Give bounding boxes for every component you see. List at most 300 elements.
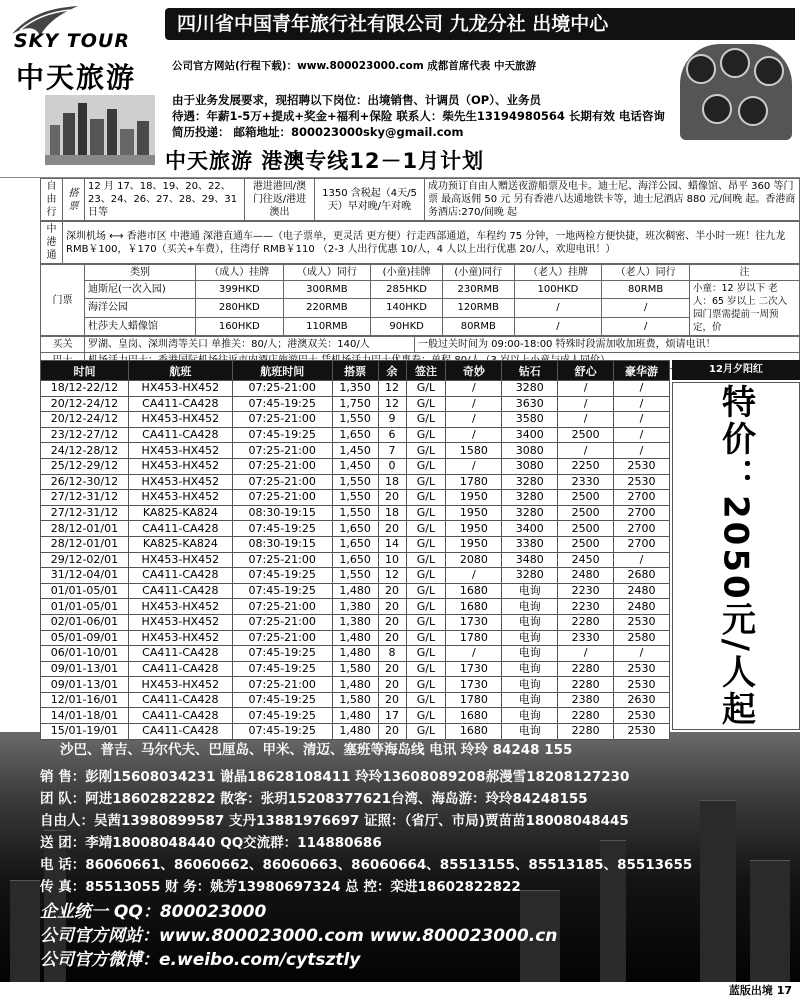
schedule-cell: 电询 [502, 692, 558, 708]
schedule-section [40, 360, 800, 760]
schedule-cell: G/L [406, 677, 446, 693]
building-shape [700, 800, 736, 1000]
schedule-cell: CA411-CA428 [128, 724, 232, 740]
schedule-cell: 2530 [614, 708, 670, 724]
schedule-cell: 02/01-06/01 [41, 614, 129, 630]
schedule-cell: G/L [406, 443, 446, 459]
schedule-cell: 1730 [446, 661, 502, 677]
schedule-cell: 1,550 [332, 474, 378, 490]
schedule-cell: 2330 [558, 630, 614, 646]
schedule-cell: 1,480 [332, 630, 378, 646]
schedule-cell: 06/01-10/01 [41, 646, 129, 662]
schedule-cell: 1,650 [332, 521, 378, 537]
mascot-head-icon [686, 54, 716, 84]
schedule-cell: 1,450 [332, 458, 378, 474]
schedule-row [41, 458, 670, 474]
schedule-cell: G/L [406, 724, 446, 740]
schedule-cell: G/L [406, 599, 446, 615]
ticket-cell: 海洋公园 [85, 299, 196, 317]
schedule-cell: 1,550 [332, 568, 378, 584]
schedule-cell: / [558, 381, 614, 397]
schedule-cell: 07:45-19:25 [232, 583, 332, 599]
ticket-cell: / [514, 317, 602, 335]
mascot-head-icon [702, 94, 732, 124]
ticket-row [41, 317, 800, 335]
ticket-header: （老人）同行 [602, 265, 690, 281]
schedule-cell: 1,550 [332, 412, 378, 428]
schedule-cell: 2280 [558, 724, 614, 740]
schedule-cell: HX453-HX452 [128, 474, 232, 490]
schedule-cell: G/L [406, 396, 446, 412]
ticket-cell: 迪斯尼(一次入园) [85, 281, 196, 299]
schedule-cell: G/L [406, 505, 446, 521]
schedule-cell: 电询 [502, 677, 558, 693]
schedule-cell: 1,750 [332, 396, 378, 412]
schedule-cell: HX453-HX452 [128, 677, 232, 693]
schedule-cell: 3080 [502, 458, 558, 474]
schedule-cell: 1950 [446, 521, 502, 537]
schedule-cell: CA411-CA428 [128, 692, 232, 708]
schedule-cell: 2380 [558, 692, 614, 708]
row-sublabel: 搭票 [63, 179, 85, 221]
schedule-cell: 15/01-19/01 [41, 724, 129, 740]
schedule-cell: 2250 [558, 458, 614, 474]
schedule-row [41, 677, 670, 693]
schedule-cell: G/L [406, 661, 446, 677]
schedule-cell: 20 [378, 614, 406, 630]
schedule-row [41, 427, 670, 443]
building-shape [750, 860, 790, 1000]
border-crossing-row [41, 337, 800, 353]
free-travel-dates: 12 月 17、18、19、20、22、23、24、26、27、28、29、31 日等 [85, 179, 245, 221]
schedule-cell: 1680 [446, 708, 502, 724]
schedule-row [41, 396, 670, 412]
schedule-row [41, 661, 670, 677]
schedule-cell: 3280 [502, 505, 558, 521]
mascot-photo [680, 44, 792, 140]
schedule-cell: 2680 [614, 568, 670, 584]
schedule-cell: 18 [378, 505, 406, 521]
schedule-cell: 2530 [614, 474, 670, 490]
schedule-cell: 1,480 [332, 724, 378, 740]
schedule-cell: HX453-HX452 [128, 630, 232, 646]
ticket-cell: 220RMB [283, 299, 371, 317]
schedule-cell: 2500 [558, 427, 614, 443]
schedule-cell: 07:25-21:00 [232, 381, 332, 397]
schedule-cell: 7 [378, 443, 406, 459]
schedule-cell: 07:45-19:25 [232, 568, 332, 584]
schedule-cell: 14/01-18/01 [41, 708, 129, 724]
page-footer: 蓝版出境 17 [0, 982, 800, 1000]
schedule-cell: / [446, 412, 502, 428]
schedule-cell: 25/12-29/12 [41, 458, 129, 474]
schedule-row [41, 599, 670, 615]
schedule-cell: / [446, 568, 502, 584]
schedule-cell: 28/12-01/01 [41, 521, 129, 537]
schedule-cell: 1580 [446, 443, 502, 459]
schedule-cell: 07:25-21:00 [232, 552, 332, 568]
schedule-cell: 20 [378, 724, 406, 740]
schedule-cell: 20 [378, 583, 406, 599]
schedule-cell: 2230 [558, 599, 614, 615]
schedule-cell: 18/12-22/12 [41, 381, 129, 397]
schedule-cell: CA411-CA428 [128, 583, 232, 599]
contact-line: 送 团：李靖18008048440 QQ交流群：114880686 [40, 835, 382, 851]
schedule-cell: 2280 [558, 614, 614, 630]
schedule-cell: 12 [378, 568, 406, 584]
schedule-cell: CA411-CA428 [128, 661, 232, 677]
schedule-cell: 07:25-21:00 [232, 614, 332, 630]
schedule-cell: 2080 [446, 552, 502, 568]
corp-weibo: 公司官方微博：e.weibo.com/cytsztly [40, 950, 361, 970]
schedule-cell: 1,480 [332, 583, 378, 599]
schedule-cell: / [614, 552, 670, 568]
schedule-cell: 27/12-31/12 [41, 505, 129, 521]
ticket-header: 注 [690, 265, 800, 281]
island-routes-line: 沙巴、普吉、马尔代夫、巴厘岛、甲米、清迈、塞班等海岛线 电讯 玲玲 84248 155 [60, 742, 573, 758]
schedule-row [41, 552, 670, 568]
schedule-header: 豪华游 [614, 361, 670, 381]
schedule-header: 搭票 [332, 361, 378, 381]
schedule-cell: 07:25-21:00 [232, 474, 332, 490]
schedule-cell: G/L [406, 412, 446, 428]
company-website-line: 公司官方网站(行程下载)：www.800023000.com 成都首席代表 中天旅游 [172, 60, 536, 72]
ticket-row [41, 281, 800, 299]
recruit-line: 待遇：年薪1-5万+提成+奖金+福利+保险 联系人：柴先生13194980564 长期有效 电话咨询 [172, 109, 665, 123]
schedule-cell: 2480 [614, 583, 670, 599]
schedule-cell: 1680 [446, 724, 502, 740]
schedule-cell: 2530 [614, 614, 670, 630]
mascot-head-icon [738, 96, 768, 126]
schedule-cell: 2450 [558, 552, 614, 568]
contact-line: 电 话：86060661、86060662、86060663、86060664、85513155、85513185、85513655 [40, 857, 693, 873]
schedule-cell: 电询 [502, 630, 558, 646]
ticket-cell: 285HKD [371, 281, 443, 299]
schedule-cell: G/L [406, 381, 446, 397]
schedule-cell: 2530 [614, 724, 670, 740]
schedule-cell: 2500 [558, 505, 614, 521]
recruitment-notice [172, 92, 665, 140]
ticket-header: (小童)同行 [442, 265, 514, 281]
row-label: 门票 [41, 265, 85, 336]
schedule-cell: 2530 [614, 677, 670, 693]
schedule-cell: 01/01-05/01 [41, 599, 129, 615]
ticket-cell: 110RMB [283, 317, 371, 335]
schedule-cell: CA411-CA428 [128, 427, 232, 443]
schedule-cell: 20 [378, 599, 406, 615]
schedule-row [41, 381, 670, 397]
schedule-cell: 1,550 [332, 505, 378, 521]
schedule-cell: 07:45-19:25 [232, 708, 332, 724]
schedule-header: 余 [378, 361, 406, 381]
schedule-cell: 2700 [614, 490, 670, 506]
recruit-line: 简历投递： 邮箱地址：800023000sky@gmail.com [172, 125, 464, 139]
schedule-cell: G/L [406, 614, 446, 630]
schedule-cell: 2530 [614, 458, 670, 474]
schedule-row [41, 536, 670, 552]
schedule-cell: / [446, 381, 502, 397]
schedule-cell: 07:25-21:00 [232, 677, 332, 693]
schedule-cell: 1,580 [332, 692, 378, 708]
schedule-cell: 电询 [502, 599, 558, 615]
schedule-body [41, 381, 670, 740]
schedule-cell: HX453-HX452 [128, 458, 232, 474]
contact-line: 传 真：85513055 财 务：姚芳13980697324 总 控：栾进18602822822 [40, 879, 521, 895]
schedule-cell: 1730 [446, 677, 502, 693]
schedule-cell: 20 [378, 661, 406, 677]
schedule-cell: 9 [378, 412, 406, 428]
free-travel-row [41, 179, 800, 221]
ticket-cell: 90HKD [371, 317, 443, 335]
schedule-cell: 18 [378, 474, 406, 490]
header [0, 0, 800, 178]
schedule-cell: 20 [378, 521, 406, 537]
schedule-cell: 1680 [446, 599, 502, 615]
schedule-cell: 2700 [614, 505, 670, 521]
schedule-cell: / [614, 427, 670, 443]
company-name: 四川省中国青年旅行社有限公司 九龙分社 出境中心 [165, 8, 795, 40]
border-crossing-note: 一般过关时间为 09:00-18:00 特殊时段需加收加班费，烦请电讯！ [415, 337, 800, 353]
china-hk-bus-row [41, 222, 800, 264]
schedule-cell: 05/01-09/01 [41, 630, 129, 646]
schedule-cell: / [558, 646, 614, 662]
schedule-cell: CA411-CA428 [128, 521, 232, 537]
schedule-cell: 1730 [446, 614, 502, 630]
schedule-cell: HX453-HX452 [128, 614, 232, 630]
schedule-cell: 01/01-05/01 [41, 583, 129, 599]
schedule-cell: 12/01-16/01 [41, 692, 129, 708]
schedule-cell: / [614, 443, 670, 459]
schedule-cell: 3630 [502, 396, 558, 412]
schedule-cell: 09/01-13/01 [41, 677, 129, 693]
schedule-cell: CA411-CA428 [128, 646, 232, 662]
ticket-cell: / [514, 299, 602, 317]
schedule-cell: 26/12-30/12 [41, 474, 129, 490]
corp-qq: 企业统一 QQ：800023000 [40, 902, 267, 922]
schedule-row [41, 474, 670, 490]
plan-banner: 中天旅游 港澳专线12－1月计划 [165, 149, 485, 173]
ticket-cell: 140HKD [371, 299, 443, 317]
schedule-cell: 10 [378, 552, 406, 568]
ticket-cell: / [602, 317, 690, 335]
ticket-cell: 399HKD [195, 281, 283, 299]
schedule-cell: G/L [406, 583, 446, 599]
schedule-cell: / [558, 396, 614, 412]
schedule-cell: 27/12-31/12 [41, 490, 129, 506]
schedule-cell: 07:25-21:00 [232, 412, 332, 428]
schedule-cell: 07:45-19:25 [232, 724, 332, 740]
schedule-cell: 3280 [502, 490, 558, 506]
schedule-cell: / [446, 646, 502, 662]
schedule-cell: HX453-HX452 [128, 490, 232, 506]
schedule-cell: 24/12-28/12 [41, 443, 129, 459]
schedule-cell: 07:25-21:00 [232, 599, 332, 615]
schedule-header-row [41, 361, 670, 381]
schedule-row [41, 490, 670, 506]
schedule-cell: 07:45-19:25 [232, 646, 332, 662]
schedule-cell: 20/12-24/12 [41, 412, 129, 428]
schedule-cell: 2500 [558, 490, 614, 506]
ticket-cell: 230RMB [442, 281, 514, 299]
schedule-cell: 2330 [558, 474, 614, 490]
schedule-table [40, 360, 670, 740]
schedule-header: 航班时间 [232, 361, 332, 381]
schedule-cell: 08:30-19:15 [232, 536, 332, 552]
schedule-cell: 1,480 [332, 646, 378, 662]
mascot-head-icon [720, 48, 750, 78]
schedule-cell: 07:45-19:25 [232, 427, 332, 443]
schedule-header: 签注 [406, 361, 446, 381]
schedule-cell: G/L [406, 630, 446, 646]
schedule-cell: / [558, 443, 614, 459]
schedule-cell: 07:45-19:25 [232, 396, 332, 412]
schedule-cell: 07:45-19:25 [232, 692, 332, 708]
schedule-cell: HX453-HX452 [128, 443, 232, 459]
schedule-header: 舒心 [558, 361, 614, 381]
schedule-row [41, 708, 670, 724]
schedule-cell: 23/12-27/12 [41, 427, 129, 443]
schedule-cell: 07:25-21:00 [232, 443, 332, 459]
schedule-row [41, 614, 670, 630]
ticket-row [41, 299, 800, 317]
schedule-cell: 2280 [558, 677, 614, 693]
schedule-cell: 1950 [446, 505, 502, 521]
schedule-cell: / [614, 412, 670, 428]
schedule-cell: G/L [406, 490, 446, 506]
schedule-cell: 2480 [558, 568, 614, 584]
schedule-cell: 2500 [558, 521, 614, 537]
schedule-cell: / [446, 396, 502, 412]
schedule-cell: 3480 [502, 552, 558, 568]
schedule-cell: 1,480 [332, 677, 378, 693]
schedule-cell: / [614, 381, 670, 397]
schedule-cell: 1,380 [332, 614, 378, 630]
ticket-header: （成人）挂牌 [195, 265, 283, 281]
ticket-header: 类别 [85, 265, 196, 281]
ticket-cell: 160HKD [195, 317, 283, 335]
corp-website: 公司官方网站：www.800023000.com www.800023000.cn [40, 926, 558, 946]
schedule-cell: / [614, 646, 670, 662]
ticket-cell: 280HKD [195, 299, 283, 317]
logo-english: SKY TOUR [14, 30, 130, 52]
schedule-cell: G/L [406, 427, 446, 443]
schedule-cell: 1,480 [332, 708, 378, 724]
schedule-cell: 3080 [502, 443, 558, 459]
schedule-cell: 1,650 [332, 552, 378, 568]
schedule-cell: 07:45-19:25 [232, 521, 332, 537]
schedule-cell: 07:25-21:00 [232, 490, 332, 506]
schedule-cell: 28/12-01/01 [41, 536, 129, 552]
china-hk-bus-text: 深圳机场 ⟷ 香港市区 中港通 深港直通车——（电子票单，更灵活 更方便）行走西部通道，车程约 75 分钟，一地两检方便快捷，班次稠密、半小时一班！往九龙 RMB￥100，￥170（买关+车费），往湾仔 RMB￥110 （2-3 人出行优惠 10/人，4 人以上出行优惠 20/人，欢迎电讯！） [63, 222, 800, 264]
schedule-cell: / [558, 412, 614, 428]
schedule-cell: 3580 [502, 412, 558, 428]
ticket-cell: / [602, 299, 690, 317]
ticket-cell: 80RMB [442, 317, 514, 335]
schedule-cell: 1950 [446, 536, 502, 552]
schedule-header: 航班 [128, 361, 232, 381]
schedule-cell: CA411-CA428 [128, 708, 232, 724]
schedule-cell: 07:25-21:00 [232, 458, 332, 474]
schedule-cell: 1780 [446, 474, 502, 490]
schedule-cell: 1,580 [332, 661, 378, 677]
schedule-cell: 1,450 [332, 443, 378, 459]
schedule-cell: 31/12-04/01 [41, 568, 129, 584]
schedule-row [41, 692, 670, 708]
schedule-cell: 14 [378, 536, 406, 552]
schedule-row [41, 724, 670, 740]
schedule-row [41, 412, 670, 428]
schedule-cell: 1,650 [332, 536, 378, 552]
schedule-cell: 2530 [614, 661, 670, 677]
schedule-header: 时间 [41, 361, 129, 381]
schedule-cell: CA411-CA428 [128, 396, 232, 412]
schedule-cell: 1680 [446, 583, 502, 599]
schedule-cell: 6 [378, 427, 406, 443]
schedule-cell: 20 [378, 677, 406, 693]
schedule-cell: CA411-CA428 [128, 568, 232, 584]
schedule-cell: G/L [406, 646, 446, 662]
schedule-cell: 1,380 [332, 599, 378, 615]
schedule-cell: 1780 [446, 630, 502, 646]
schedule-cell: 电询 [502, 661, 558, 677]
border-crossing-text: 罗湖、皇岗、深圳湾等关口 单推关：80/人；港澳双关：140/人 [85, 337, 415, 353]
schedule-cell: 1,550 [332, 490, 378, 506]
ticket-header-row [41, 265, 800, 281]
schedule-row [41, 568, 670, 584]
schedule-cell: KA825-KA824 [128, 536, 232, 552]
schedule-cell: 29/12-02/01 [41, 552, 129, 568]
ticket-header: （老人）挂牌 [514, 265, 602, 281]
free-travel-route: 港进港回/澳门往返/港进澳出 [245, 179, 315, 221]
schedule-row [41, 646, 670, 662]
schedule-cell: / [446, 427, 502, 443]
schedule-cell: 20/12-24/12 [41, 396, 129, 412]
row-label: 中港通 [41, 222, 63, 264]
ticket-header: (小童)挂牌 [371, 265, 443, 281]
schedule-cell: 1950 [446, 490, 502, 506]
schedule-cell: HX453-HX452 [128, 381, 232, 397]
schedule-cell: 3400 [502, 427, 558, 443]
schedule-cell: G/L [406, 536, 446, 552]
row-label: 自由行 [41, 179, 63, 221]
schedule-cell: 0 [378, 458, 406, 474]
ticket-cell: 300RMB [283, 281, 371, 299]
schedule-cell: 09/01-13/01 [41, 661, 129, 677]
schedule-cell: 07:25-21:00 [232, 630, 332, 646]
contact-list [40, 766, 692, 898]
schedule-row [41, 583, 670, 599]
schedule-header: 奇妙 [446, 361, 502, 381]
schedule-cell: 2630 [614, 692, 670, 708]
schedule-cell: G/L [406, 458, 446, 474]
schedule-cell: G/L [406, 568, 446, 584]
schedule-cell: 1,650 [332, 427, 378, 443]
schedule-cell: 1780 [446, 692, 502, 708]
schedule-cell: / [614, 396, 670, 412]
contact-line: 销 售：彭刚15608034231 谢晶18628108411 玲玲13608089208郝漫雪18208127230 [40, 769, 630, 785]
schedule-cell: 电询 [502, 708, 558, 724]
schedule-cell: 12 [378, 396, 406, 412]
schedule-cell: G/L [406, 708, 446, 724]
schedule-cell: 2700 [614, 536, 670, 552]
ticket-cell: 100HKD [514, 281, 602, 299]
schedule-cell: 8 [378, 646, 406, 662]
schedule-cell: 20 [378, 490, 406, 506]
schedule-cell: HX453-HX452 [128, 599, 232, 615]
schedule-cell: 3380 [502, 536, 558, 552]
schedule-cell: 17 [378, 708, 406, 724]
schedule-cell: 20 [378, 630, 406, 646]
